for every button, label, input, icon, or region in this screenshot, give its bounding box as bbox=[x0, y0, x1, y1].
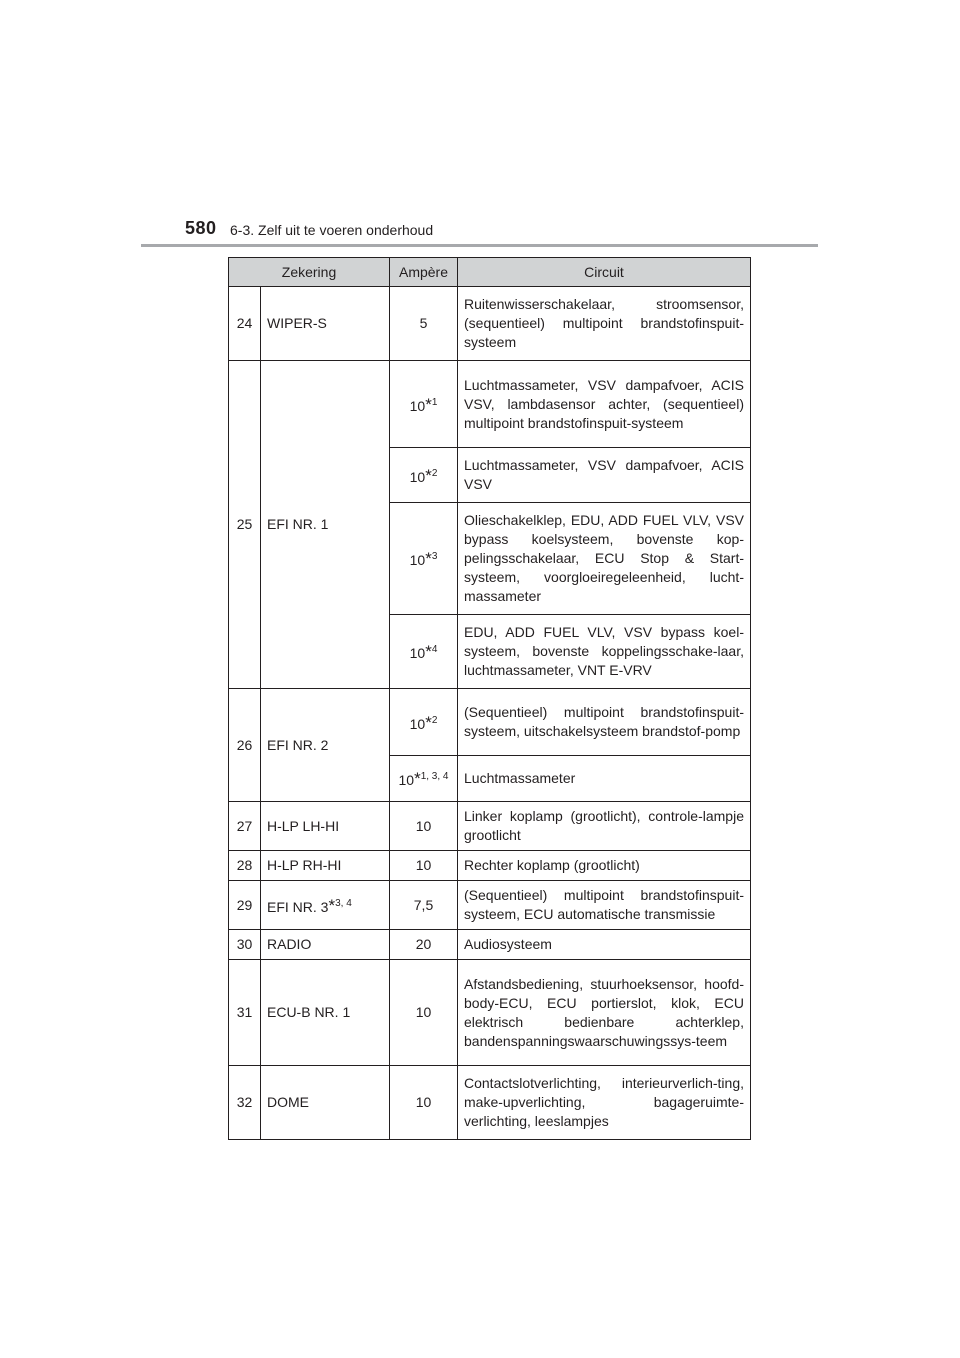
table-header-row bbox=[229, 258, 751, 287]
fuse-name: H-LP RH-HI bbox=[261, 851, 390, 881]
page-number: 580 bbox=[185, 218, 217, 238]
fuse-circuit: Contactslotverlichting, interieurverlich-ting, make-upverlichting, bagageruimte-verlichting, leeslampjes bbox=[458, 1066, 751, 1140]
fuse-circuit: Ruitenwisserschakelaar, stroomsensor, (sequentieel) multipoint brandstofinspuit-systeem bbox=[458, 287, 751, 361]
table-row bbox=[229, 1066, 751, 1140]
fuse-circuit: EDU, ADD FUEL VLV, VSV bypass koel-systeem, bovenste koppelingsschake-laar, luchtmassameter, VNT E-VRV bbox=[458, 615, 751, 689]
fuse-ampere: 10 bbox=[390, 1066, 458, 1140]
note-reference: 4 bbox=[431, 644, 438, 655]
fuse-ampere: 10 bbox=[390, 960, 458, 1066]
fuse-ampere: 10 bbox=[390, 851, 458, 881]
fuse-name bbox=[261, 881, 390, 930]
fuse-ampere bbox=[390, 448, 458, 503]
fuse-circuit: Linker koplamp (grootlicht), controle-lampje grootlicht bbox=[458, 802, 751, 851]
fuse-circuit: Luchtmassameter, VSV dampafvoer, ACIS VSV bbox=[458, 448, 751, 503]
fuse-name: ECU-B NR. 1 bbox=[261, 960, 390, 1066]
fuse-number: 26 bbox=[229, 689, 261, 802]
column-header-circuit: Circuit bbox=[458, 258, 751, 287]
note-reference: 3 bbox=[431, 551, 438, 562]
ampere-value: 10 bbox=[409, 715, 426, 732]
table-row bbox=[229, 851, 751, 881]
fuse-number: 29 bbox=[229, 881, 261, 930]
fuse-ampere: 20 bbox=[390, 930, 458, 960]
fuse-name: WIPER-S bbox=[261, 287, 390, 361]
section-title: 6-3. Zelf uit te voeren onderhoud bbox=[230, 222, 434, 238]
note-reference: 3, 4 bbox=[335, 897, 352, 909]
fuse-number: 30 bbox=[229, 930, 261, 960]
note-marker: * bbox=[328, 895, 336, 915]
fuse-ampere: 10 bbox=[390, 802, 458, 851]
fuse-circuit: (Sequentieel) multipoint brandstofinspuit-systeem, ECU automatische transmissie bbox=[458, 881, 751, 930]
table-row bbox=[229, 689, 751, 756]
fuse-name: EFI NR. 2 bbox=[261, 689, 390, 802]
fuse-table bbox=[228, 257, 751, 1140]
fuse-circuit: Rechter koplamp (grootlicht) bbox=[458, 851, 751, 881]
fuse-ampere: 7,5 bbox=[390, 881, 458, 930]
fuse-ampere bbox=[390, 689, 458, 756]
header-divider bbox=[141, 244, 818, 247]
fuse-number: 28 bbox=[229, 851, 261, 881]
ampere-value: 10 bbox=[409, 468, 426, 485]
fuse-circuit: Audiosysteem bbox=[458, 930, 751, 960]
fuse-circuit: Luchtmassameter bbox=[458, 756, 751, 802]
note-reference: 1, 3, 4 bbox=[420, 771, 449, 782]
note-marker: * bbox=[425, 712, 432, 732]
fuse-name: DOME bbox=[261, 1066, 390, 1140]
note-reference: 1 bbox=[431, 396, 438, 408]
ampere-value: 10 bbox=[398, 772, 415, 788]
table-row bbox=[229, 930, 751, 960]
fuse-number: 27 bbox=[229, 802, 261, 851]
ampere-value: 10 bbox=[409, 552, 426, 568]
fuse-circuit: (Sequentieel) multipoint brandstofinspuit-systeem, uitschakelsysteem brandstof-pomp bbox=[458, 689, 751, 756]
fuse-number: 25 bbox=[229, 361, 261, 689]
note-reference: 2 bbox=[431, 714, 438, 726]
note-marker: * bbox=[425, 394, 432, 414]
fuse-ampere: 5 bbox=[390, 287, 458, 361]
note-reference: 2 bbox=[431, 467, 438, 479]
fuse-circuit: Olieschakelklep, EDU, ADD FUEL VLV, VSV bypass koelsysteem, bovenste kop-pelingsschakelaar, ECU Stop & Start-systeem, voorgloeiregeleenheid, lucht-massameter bbox=[458, 503, 751, 615]
fuse-ampere bbox=[390, 361, 458, 448]
table-row bbox=[229, 881, 751, 930]
table-row bbox=[229, 960, 751, 1066]
fuse-name: RADIO bbox=[261, 930, 390, 960]
fuse-number: 31 bbox=[229, 960, 261, 1066]
fuse-name: EFI NR. 1 bbox=[261, 361, 390, 689]
fuse-number: 24 bbox=[229, 287, 261, 361]
fuse-circuit: Afstandsbediening, stuurhoeksensor, hoofd-body-ECU, ECU portierslot, klok, ECU elektrisch bedienbare achterklep, bandenspanningswaarschuwingssys-teem bbox=[458, 960, 751, 1066]
fuse-ampere bbox=[390, 503, 458, 615]
note-marker: * bbox=[425, 465, 432, 485]
table-row bbox=[229, 361, 751, 448]
column-header-ampere: Ampère bbox=[390, 258, 458, 287]
ampere-value: 10 bbox=[409, 397, 426, 414]
column-header-fuse: Zekering bbox=[229, 258, 390, 287]
note-marker: * bbox=[425, 549, 432, 568]
fuse-circuit: Luchtmassameter, VSV dampafvoer, ACIS VSV, lambdasensor achter, (sequentieel) multipoint brandstofinspuit-systeem bbox=[458, 361, 751, 448]
table-row bbox=[229, 802, 751, 851]
fuse-ampere bbox=[390, 756, 458, 802]
fuse-number: 32 bbox=[229, 1066, 261, 1140]
table-row bbox=[229, 287, 751, 361]
note-marker: * bbox=[414, 769, 421, 788]
fuse-name: H-LP LH-HI bbox=[261, 802, 390, 851]
fuse-ampere bbox=[390, 615, 458, 689]
fuse-name-text: EFI NR. 3 bbox=[267, 898, 329, 915]
note-marker: * bbox=[425, 642, 432, 661]
ampere-value: 10 bbox=[409, 645, 426, 661]
